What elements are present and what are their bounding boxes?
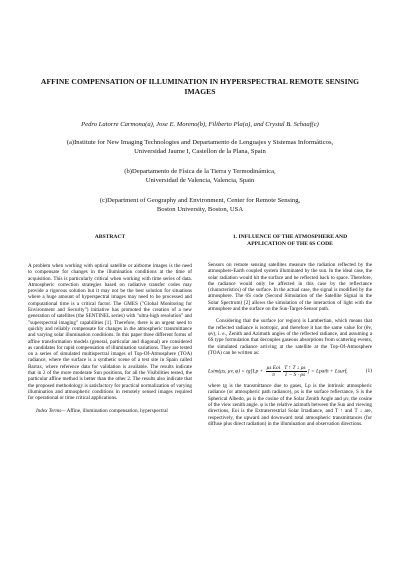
section-1-paragraph-1: Sensors on remote sensing satellites measure the radiation reflected by the atmosphere-Earth coupled system illuminated by the sun. In the ideal case, the solar radiation would hit the surface and be reflected back to space. Therefore, the radiance would only be affected in this case by the reflectance (characteristics) of the surface. In the actual case, the signal is modified by the atmosphere. The 6S code (Second Simulation of the Satellite Signal in the Solar Spectrum) [2] allows the simulation of the interaction of light with the atmosphere and the surface on the Sun-Target-Sensor path.: [208, 262, 372, 313]
title-line-2: IMAGES: [184, 87, 216, 96]
abstract-body: A problem when working with optical satellite or airborne images is the need to compensate for changes in the illumination conditions at the time of acquisition. This is particularly critical when working with time series of data. Atmospheric correction strategies based on radiative transfer codes may provide a rigorous solution but it may not be the best solution for situations where a huge amount of hyperspectral images may need to be processed and computational time is a critical factor. The GMES ("Global Monitoring for Environment and Security") initiative has promoted the creation of a new generation of satellites (the SENTINEL series) with "ultra-high resolution" and "superspectral imaging" capabilities [1]. Therefore, there is an urgent need to quickly and reliably compensate for changes in the atmospheric transmittance and varying solar illumination conditions. In this paper three different forms of affine transformation models (general, particular and diagonal) are considered as candidates for rapid compensation of illumination variations. They are tested on a series of simulated multispectral images of Top-Of-Atmosphere (TOA) radiance, where the surface is a synthetic scene of a test site in Spain called Barrax, where reference data for validation is available. The results indicate that in 2 of the more moderate Sun positions, for all the Visibilities tested, the particular affine method is better than the other 2. The results also indicate that the proposed methodology is satisfactory for practical normalization of varying illumination and atmospheric conditions in remotely sensed images required for operational or time critical applications.: [28, 263, 192, 402]
affiliation-b-line-1: (b)Departamento de Física de la Tierra y Termodinámica,: [124, 168, 276, 175]
equation-1-body: [208, 365, 348, 378]
affiliation-c-line-2: Boston University, Boston, USA: [156, 206, 244, 213]
left-column: [28, 226, 192, 414]
affiliation-a: [28, 138, 372, 156]
affiliation-b-line-2: Universidad de Valencia, Valencia, Spain: [145, 177, 255, 184]
affiliation-c: [28, 196, 372, 214]
affiliation-c-line-1: (c)Department of Geography and Environment, Center for Remote Sensing,: [99, 197, 301, 204]
paper-title: [28, 77, 372, 97]
affiliation-a-line-2: Universidad Jaume I, Castellon de la Plana, Spain: [134, 148, 266, 155]
index-terms-text: Affine, illumination compensation, hyperspectral: [65, 407, 168, 414]
title-line-1: AFFINE COMPENSATION OF ILLUMINATION IN HYPERSPECTRAL REMOTE SENSING: [40, 77, 360, 86]
index-terms-label: Index Terms—: [36, 407, 66, 414]
equation-1-fraction-1-denominator: π: [272, 371, 275, 378]
section-1-heading: [208, 234, 372, 248]
equation-1-fraction-1-numerator: μs Eoi: [266, 364, 281, 371]
affiliation-a-line-1: (a)Institute for New Imaging Technologies and Departamento de Lenguajes y Sistemas Informáticos,: [66, 139, 334, 146]
index-terms: [28, 408, 192, 414]
abstract-heading: ABSTRACT: [94, 234, 126, 240]
author-list: Pedro Latorre Carmona(a), Jose E. Moreno(b), Filiberto Pla(a), and Crystal B. Schaaf(c): [81, 121, 319, 128]
equation-1-fraction-2-numerator: T ↑ T ↓ ρs: [284, 364, 306, 371]
equation-1-fraction-2: [283, 365, 306, 378]
equation-1: [208, 362, 372, 380]
section-1-heading-line-1: 1. INFLUENCE OF THE ATMOSPHERE AND: [232, 234, 348, 240]
equation-1-fraction-2-denominator: 1 − S · ρs: [284, 371, 306, 378]
equation-1-number: (1): [365, 368, 372, 374]
right-column: [208, 226, 372, 427]
section-1-paragraph-3: where tg is the transmittance due to gases, Lp is the intrinsic atmospheric radiance (or atmospheric path radiance), ρs is the surface reflectance, S is the Spherical Albedo, μs is the cosine of the Solar Zenith Angle and μv, the cosine of the view zenith angle. φ is the relative azimuth between the Sun and viewing directions, Eoi is the Extraterrestrial Solar Irradiance, and T ↑ and T ↓ are, respectively, the upward and downward total atmospheric transmittances (for diffuse plus direct radiation) in the illumination and observation directions.: [208, 383, 372, 427]
section-1-paragraph-2: Considering that the surface (or region) is Lambertian, which means that the reflected radiance is isotropic, and therefore it has the same value for (θv, φv), i. e., Zenith and Azimuth angles of the reflected radiance, and assuming a 6S type formulation that decouples gaseous absorptions from scattering events, the simulated radiance arriving at the satellite at the Top-Of-Atmosphere (TOA) can be written as:: [208, 318, 372, 356]
equation-1-lhs: Lsim(μs, μv, φ) = tg[Lp +: [208, 368, 265, 375]
equation-1-rhs: ] = Lpath + Lsurf,: [307, 368, 348, 375]
affiliation-b: [28, 167, 372, 185]
equation-1-fraction-1: [266, 365, 282, 378]
section-1-heading-line-2: APPLICATION OF THE 6S CODE: [247, 241, 333, 247]
